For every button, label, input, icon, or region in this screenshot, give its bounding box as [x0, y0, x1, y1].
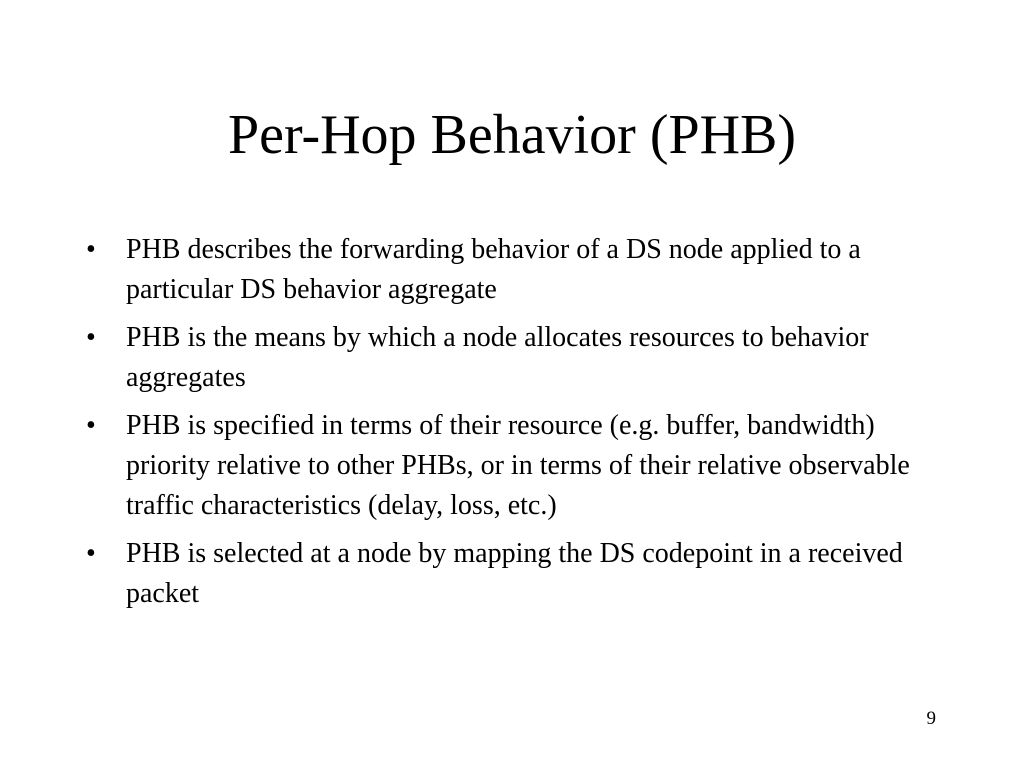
bullet-icon: •	[86, 538, 96, 569]
bullet-item-2	[82, 318, 942, 398]
bullet-text: PHB is the means by which a node allocates resources to behavior aggregates	[126, 322, 869, 393]
bullet-item-1	[82, 230, 942, 310]
bullet-icon: •	[86, 410, 96, 441]
bullet-item-3	[82, 406, 942, 526]
bullet-text: PHB is selected at a node by mapping the DS codepoint in a received packet	[126, 538, 903, 609]
bullet-icon: •	[86, 234, 96, 265]
slide-title: Per-Hop Behavior (PHB)	[227, 104, 797, 166]
bullet-item-4	[82, 534, 942, 614]
page-number: 9	[926, 708, 936, 729]
bullet-icon: •	[86, 322, 96, 353]
bullet-list	[82, 230, 942, 622]
bullet-text: PHB describes the forwarding behavior of a DS node applied to a particular DS behavior aggregate	[126, 234, 861, 305]
bullet-text: PHB is specified in terms of their resource (e.g. buffer, bandwidth) priority relative to other PHBs, or in terms of their relative observable traffic characteristics (delay, loss, etc.)	[126, 410, 910, 521]
